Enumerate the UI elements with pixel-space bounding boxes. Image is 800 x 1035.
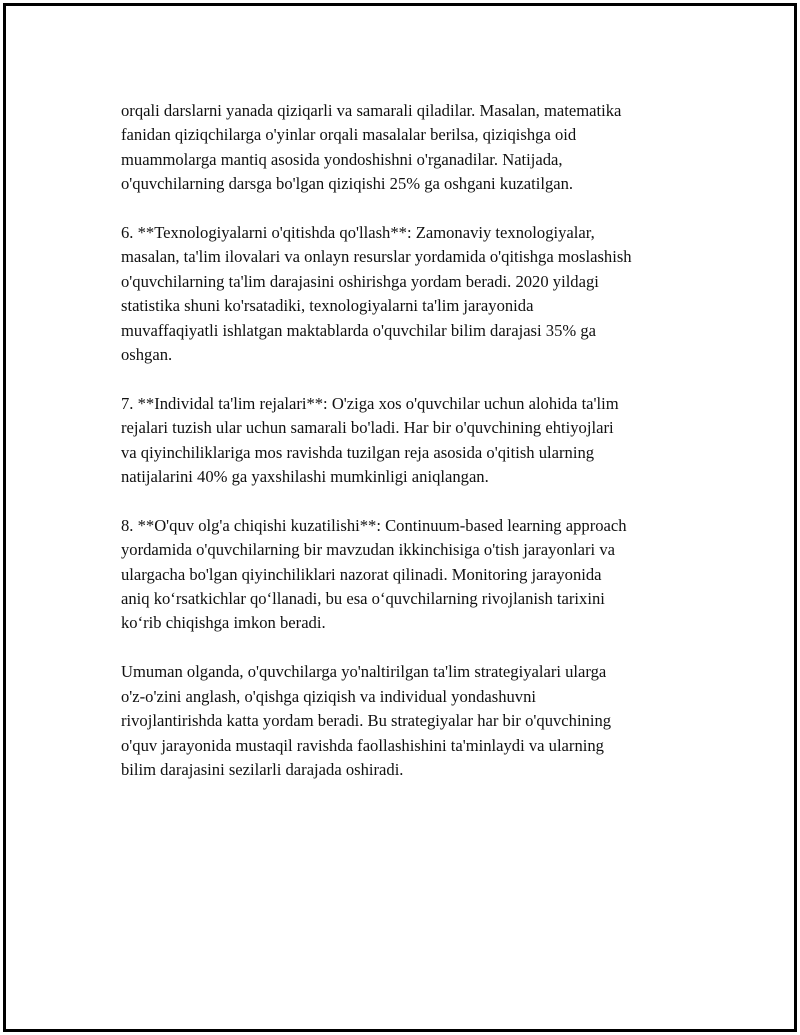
text-line: o'z-o'zini anglash, o'qishga qiziqish va individual yondashuvni: [121, 686, 536, 706]
text-line: va qiyinchiliklariga mos ravishda tuzilgan reja asosida o'qitish ularning: [121, 442, 595, 462]
text-line: fanidan qiziqchilarga o'yinlar orqali masalalar berilsa, qiziqishga oid: [121, 125, 577, 145]
paragraph-item-7: [121, 392, 701, 490]
text-line: 8. **O'quv olg'a chiqishi kuzatilishi**: Continuum-based learning approach: [121, 515, 627, 535]
text-line: rejalari tuzish ular uchun samarali bo'ladi. Har bir o'quvchining ehtiyojlari: [121, 418, 614, 438]
text-line: natijalarini 40% ga yaxshilashi mumkinligi aniqlangan.: [121, 467, 489, 487]
text-line: o'quvchilarning darsga bo'lgan qiziqishi 25% ga oshgani kuzatilgan.: [121, 174, 574, 194]
text-line: rivojlantirishda katta yordam beradi. Bu strategiyalar har bir o'quvchining: [121, 711, 612, 731]
paragraph-conclusion: [121, 660, 701, 782]
text-line: ulargacha bo'lgan qiyinchiliklari nazorat qilinadi. Monitoring jarayonida: [121, 564, 602, 584]
text-line: oshgan.: [121, 345, 173, 365]
text-line: ko‘rib chiqishga imkon beradi.: [121, 613, 326, 633]
text-line: orqali darslarni yanada qiziqarli va samarali qiladilar. Masalan, matematika: [121, 101, 622, 120]
text-line: bilim darajasini sezilarli darajada oshiradi.: [121, 759, 404, 779]
document-body: [121, 99, 701, 807]
text-line: muvaffaqiyatli ishlatgan maktablarda o'quvchilar bilim darajasi 35% ga: [121, 320, 596, 340]
text-line: masalan, ta'lim ilovalari va onlayn resurslar yordamida o'qitishga moslashish: [121, 247, 632, 267]
text-line: muammolarga mantiq asosida yondoshishni o'rganadilar. Natijada,: [121, 149, 563, 169]
text-line: aniq ko‘rsatkichlar qo‘llanadi, bu esa o‘quvchilarning rivojlanish tarixini: [121, 589, 605, 609]
text-line: Umuman olganda, o'quvchilarga yo'naltirilgan ta'lim strategiyalari ularga: [121, 662, 607, 682]
text-line: statistika shuni ko'rsatadiki, texnologiyalarni ta'lim jarayonida: [121, 296, 534, 316]
page-frame: [3, 3, 797, 1032]
paragraph-item-8: [121, 514, 701, 636]
paragraph-intro-continuation: [121, 99, 701, 197]
paragraph-item-6: [121, 221, 701, 367]
text-line: o'quv jarayonida mustaqil ravishda faollashishini ta'minlaydi va ularning: [121, 735, 604, 755]
text-line: 6. **Texnologiyalarni o'qitishda qo'llash**: Zamonaviy texnologiyalar,: [121, 223, 595, 243]
text-line: o'quvchilarning ta'lim darajasini oshirishga yordam beradi. 2020 yildagi: [121, 271, 599, 291]
text-line: yordamida o'quvchilarning bir mavzudan ikkinchisiga o'tish jarayonlari va: [121, 540, 615, 560]
text-line: 7. **Individal ta'lim rejalari**: O'ziga xos o'quvchilar uchun alohida ta'lim: [121, 393, 619, 413]
